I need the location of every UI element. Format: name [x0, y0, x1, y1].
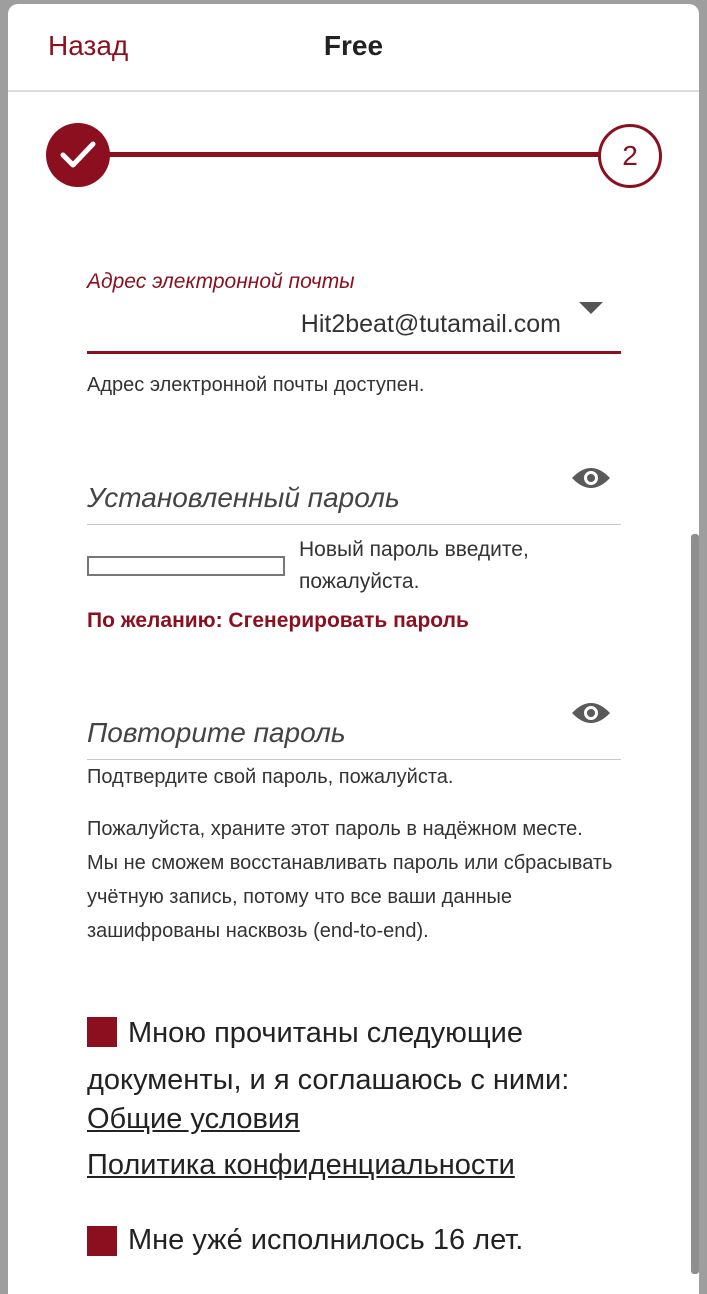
email-field[interactable]: Hit2beat@tutamail.com [300, 310, 561, 338]
repeat-password-underline [87, 759, 621, 760]
email-status-text: Адрес электронной почты доступен. [87, 374, 425, 396]
show-password-icon[interactable] [570, 463, 612, 493]
repeat-password-field[interactable]: Повторите пароль [87, 717, 346, 748]
password-strength-bar [87, 556, 285, 576]
domain-dropdown-icon[interactable] [579, 302, 603, 314]
scrollbar[interactable] [691, 534, 699, 1274]
terms-agree-text: Мною прочитаны следующие документы, и я соглашаюсь с ними: [87, 1017, 570, 1096]
show-repeat-password-icon[interactable] [570, 698, 612, 728]
stepper-progress-line [88, 152, 608, 157]
password-notice: Пожалуйста, храните этот пароль в надёжном месте. Мы не сможем восстанавливать пароль или сбрасывать учётную запись, потому что все ваши данные зашифрованы насквозь (end-to-end). [87, 818, 613, 942]
password-field-underline [87, 524, 621, 525]
age-confirm-text: Мне уже́ исполнилось 16 лет. [128, 1224, 524, 1256]
password-hint: Новый пароль введите, пожалуйста. [299, 538, 529, 593]
email-field-underline [87, 351, 621, 354]
password-field[interactable]: Установленный пароль [87, 482, 400, 513]
signup-card [8, 4, 699, 1294]
step-2-current: 2 [598, 124, 662, 188]
page-title: Free [323, 30, 384, 61]
privacy-policy-link[interactable]: Политика конфиденциальности [87, 1149, 515, 1181]
generate-password-link[interactable]: По желанию: Сгенерировать пароль [87, 609, 469, 632]
age-checkbox[interactable] [87, 1226, 117, 1256]
email-label: Адрес электронной почты [87, 270, 355, 293]
header [8, 4, 699, 92]
repeat-password-hint: Подтвердите свой пароль, пожалуйста. [87, 766, 454, 788]
checkmark-icon [60, 139, 96, 171]
back-button[interactable]: Назад [48, 30, 129, 61]
step-1-completed [46, 123, 110, 187]
general-terms-link[interactable]: Общие условия [87, 1103, 300, 1135]
